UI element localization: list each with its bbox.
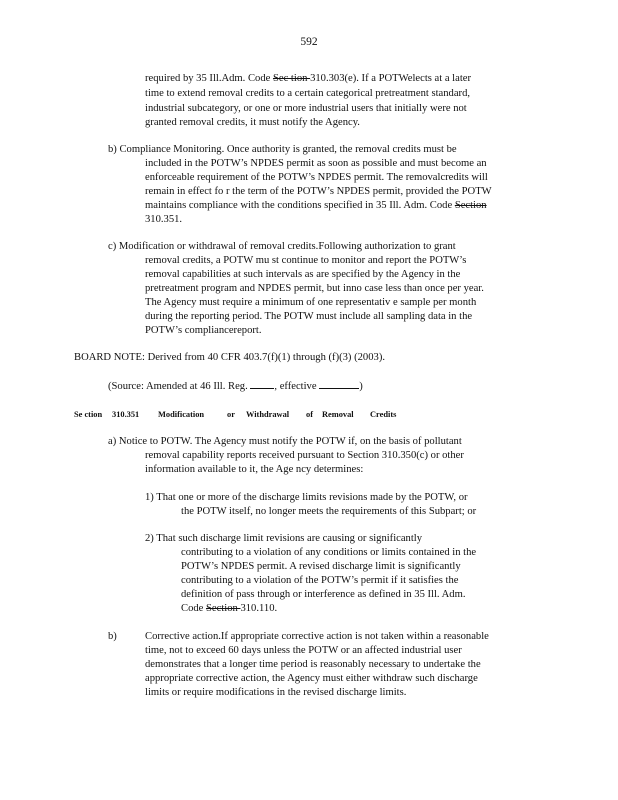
source-note bbox=[108, 378, 363, 393]
text-line: granted removal credits, it must notify the Agency. bbox=[145, 117, 360, 128]
text-line: included in the POTW’s NPDES permit as soon as possible and must become an bbox=[145, 158, 487, 169]
text-line bbox=[145, 199, 487, 212]
text-line: c) Modification or withdrawal of removal credits.Following authorization to grant bbox=[108, 241, 456, 252]
text-line: contributing to a violation of any conditions or limits contained in the bbox=[181, 547, 477, 558]
text-line: b) Compliance Monitoring. Once authority is granted, the removal credits must be bbox=[108, 144, 457, 155]
text-line: a) Notice to POTW. The Agency must notify the POTW if, on the basis of pollutant bbox=[108, 436, 462, 447]
text-line: demonstrates that a longer time period is reasonably necessary to undertake the bbox=[145, 659, 481, 670]
text-line: information available to it, the Age ncy determines: bbox=[145, 464, 364, 475]
heading-word: Withdrawal bbox=[246, 410, 290, 419]
text-line: contributing to a violation of the POTW’s permit if it satisfies the bbox=[181, 575, 459, 586]
text-line: pretreatment program and NPDES permit, but inno case less than once per year. bbox=[145, 283, 484, 294]
text-line: POTW’s NPDES permit. A revised discharge limit is significantly bbox=[181, 561, 461, 572]
text-run: maintains compliance with the conditions specified in 35 Ill. Adm. Code bbox=[145, 200, 455, 211]
text-run: ) bbox=[359, 381, 363, 392]
text-run: (Source: Amended at 46 Ill. Reg. bbox=[108, 381, 248, 392]
text-line: remain in effect fo r the term of the POTW’s NPDES permit, provided the POTW bbox=[145, 186, 492, 197]
heading-word: Se ction bbox=[74, 410, 103, 419]
text-line: limits or require modifications in the revised discharge limits. bbox=[145, 687, 407, 698]
text-line: Corrective action.If appropriate corrective action is not taken within a reasonable bbox=[145, 631, 489, 642]
text-line: the POTW itself, no longer meets the requirements of this Subpart; or bbox=[181, 506, 477, 517]
heading-word: or bbox=[227, 410, 235, 419]
heading-word: Credits bbox=[370, 410, 397, 419]
text-line: definition of pass through or interference as defined in 35 Ill. Adm. bbox=[181, 589, 466, 600]
text-line: POTW’s compliancereport. bbox=[145, 325, 262, 336]
board-note: BOARD NOTE: Derived from 40 CFR 403.7(f)(1) through (f)(3) (2003). bbox=[74, 352, 385, 363]
text-run: required by 35 Ill.Adm. Code bbox=[145, 73, 273, 84]
text-run: , effective bbox=[274, 381, 317, 392]
heading-word: 310.351 bbox=[112, 410, 140, 419]
heading-word: of bbox=[306, 410, 313, 419]
text-line bbox=[181, 602, 277, 615]
text-run: 310.110. bbox=[240, 603, 278, 614]
page-number: 592 bbox=[300, 36, 318, 48]
text-line: removal capabilities at such intervals as are specified by the Agency in the bbox=[145, 269, 461, 280]
text-line: during the reporting period. The POTW must include all sampling data in the bbox=[145, 311, 473, 322]
text-run: Code bbox=[181, 603, 207, 614]
text-line: appropriate corrective action, the Agency must either withdraw such discharge bbox=[145, 673, 478, 684]
heading-word: Removal bbox=[322, 410, 354, 419]
text-line: The Agency must require a minimum of one representativ e sample per month bbox=[145, 297, 477, 308]
text-line: removal credits, a POTW mu st continue to monitor and report the POTW’s bbox=[145, 255, 467, 266]
text-line: time, not to exceed 60 days unless the POTW or an affected industrial user bbox=[145, 645, 462, 656]
strikethrough-text: Section bbox=[454, 200, 487, 211]
strikethrough-text: Sec tion bbox=[272, 73, 311, 84]
strikethrough-text: Section bbox=[206, 603, 241, 614]
text-line: time to extend removal credits to a certain categorical pretreatment standard, bbox=[145, 88, 471, 99]
text-line: 2) That such discharge limit revisions are causing or significantly bbox=[145, 533, 423, 544]
text-line: 310.351. bbox=[145, 214, 183, 225]
blank-line bbox=[250, 378, 274, 389]
text-line bbox=[145, 72, 471, 85]
text-line: 1) That one or more of the discharge limits revisions made by the POTW, or bbox=[145, 492, 468, 503]
heading-word: Modification bbox=[158, 410, 205, 419]
blank-line bbox=[319, 378, 359, 389]
text-run: 310.303(e). If a POTWelects at a later bbox=[310, 73, 471, 84]
text-line: enforceable requirement of the POTW’s NPDES permit. The removalcredits will bbox=[145, 172, 488, 183]
paragraph-label: b) bbox=[108, 631, 117, 642]
text-line: removal capability reports received pursuant to Section 310.350(c) or other bbox=[145, 450, 464, 461]
text-line: industrial subcategory, or one or more industrial users that initially were not bbox=[145, 103, 467, 114]
